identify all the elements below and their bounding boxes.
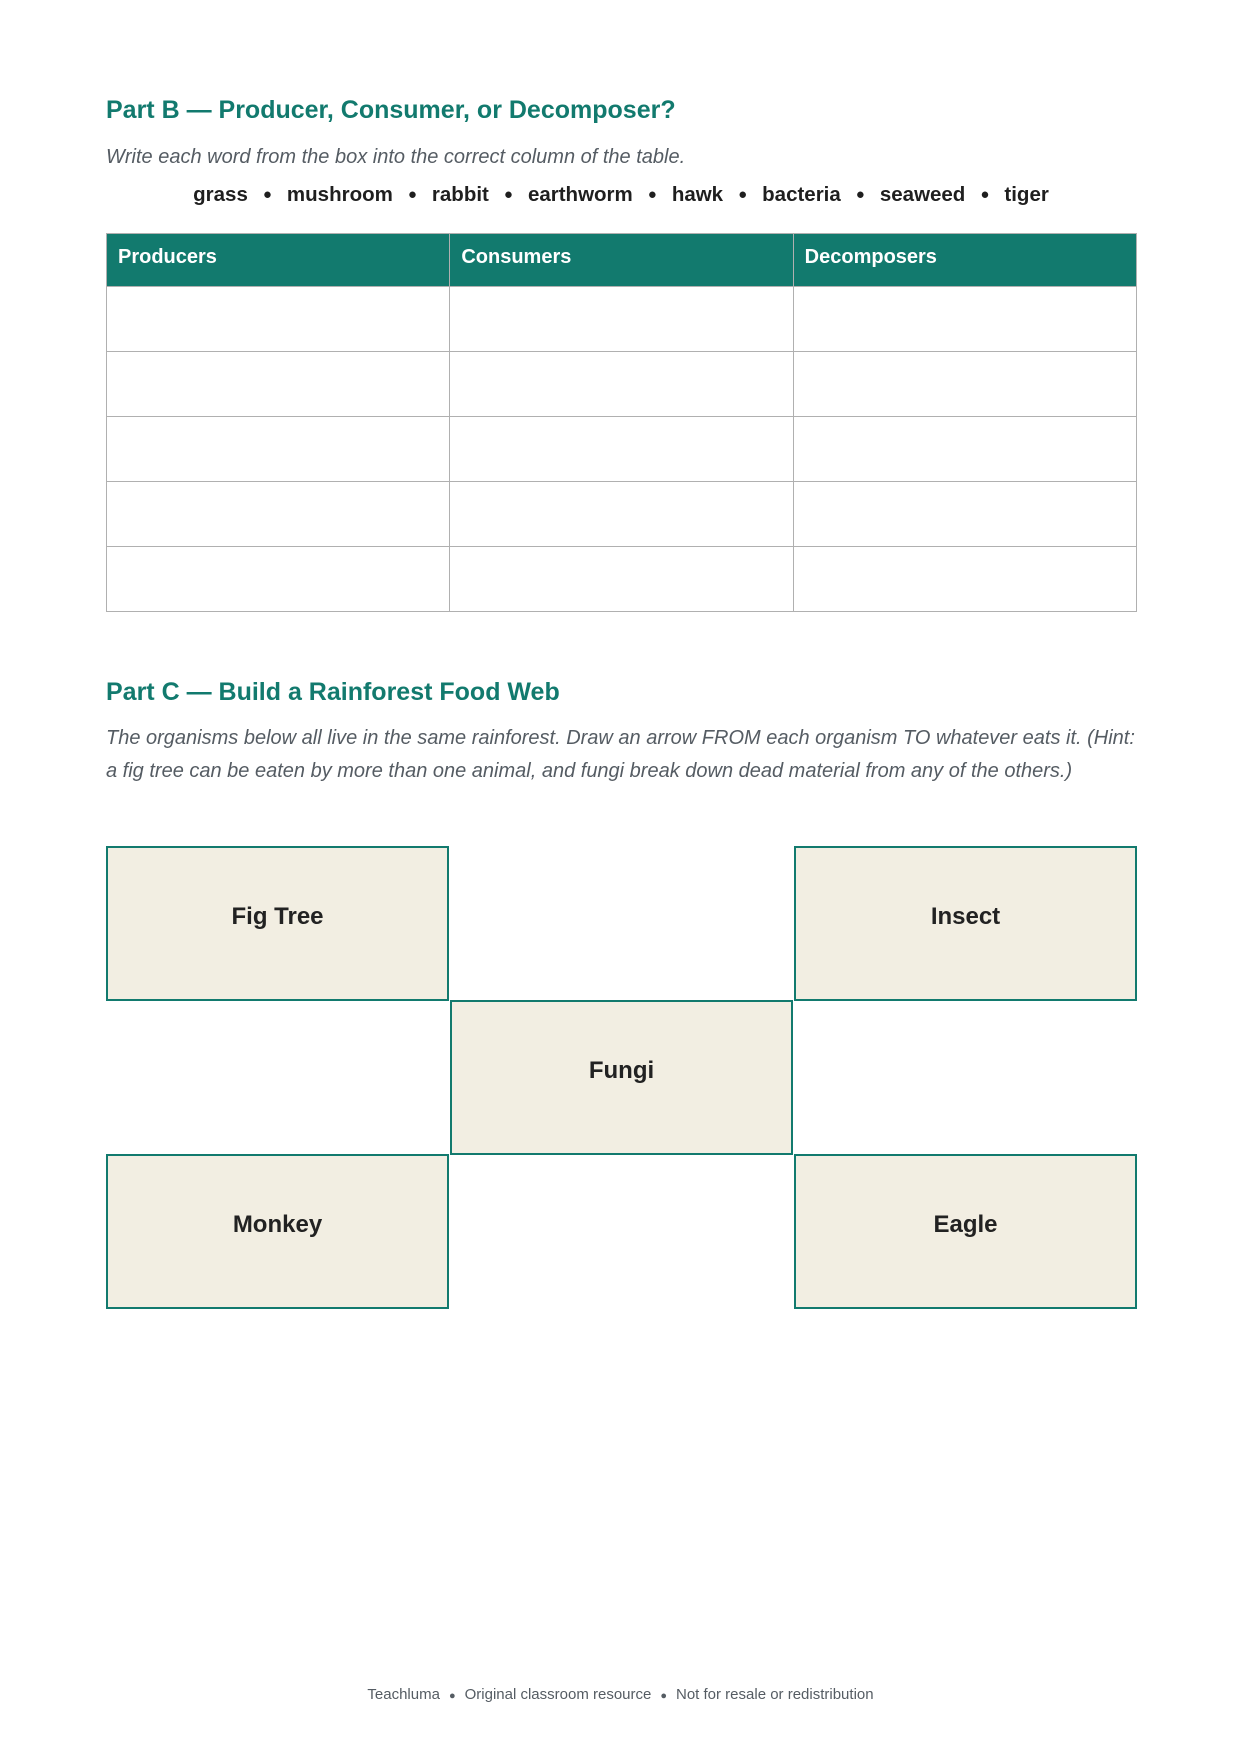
word-bank-item: tiger	[1004, 183, 1049, 206]
answer-cell[interactable]	[107, 547, 450, 612]
word-bank-item: rabbit	[431, 183, 489, 206]
answer-cell[interactable]	[107, 287, 450, 352]
word-bank-item: mushroom	[286, 183, 393, 206]
organism-label: Fig Tree	[231, 902, 324, 930]
bullet-separator: ●	[647, 185, 657, 203]
bullet-separator: ●	[980, 185, 990, 203]
answer-cell[interactable]	[450, 547, 793, 612]
organism-box-fig-tree[interactable]	[106, 846, 449, 1001]
classification-table	[106, 233, 1137, 612]
part-b-instruction: Write each word from the box into the correct column of the table.	[106, 146, 686, 168]
answer-cell[interactable]	[450, 417, 793, 482]
table-row	[107, 417, 1137, 482]
organism-box-insect[interactable]	[794, 846, 1137, 1001]
part-c-instruction: The organisms below all live in the same rainforest. Draw an arrow FROM each organism TO whatever eats it. (Hint: a fig tree can be eaten by more than one animal, and fungi break down dead material from any of the others.)	[106, 727, 1135, 782]
organism-box-eagle[interactable]	[794, 1154, 1137, 1309]
footer-brand: Teachluma	[367, 1686, 440, 1703]
answer-cell[interactable]	[107, 352, 450, 417]
organism-label: Eagle	[933, 1210, 998, 1238]
page-footer	[0, 1686, 1241, 1703]
part-b-heading: Part B — Producer, Consumer, or Decomposer?	[106, 96, 676, 124]
table-row	[107, 287, 1137, 352]
table-row	[107, 547, 1137, 612]
header-consumers: Consumers	[450, 234, 793, 287]
bullet-separator: ●	[262, 185, 272, 203]
organism-label: Fungi	[588, 1056, 655, 1084]
answer-cell[interactable]	[107, 482, 450, 547]
bullet-separator: ●	[407, 185, 417, 203]
footer-note: Original classroom resource	[464, 1686, 652, 1703]
bullet-separator: ●	[503, 185, 513, 203]
bullet-separator: ●	[448, 1690, 456, 1702]
answer-cell[interactable]	[450, 352, 793, 417]
bullet-separator: ●	[855, 185, 865, 203]
header-producers: Producers	[107, 234, 450, 287]
organism-box-fungi[interactable]	[450, 1000, 793, 1155]
answer-cell[interactable]	[793, 482, 1136, 547]
word-bank-item: grass	[193, 183, 248, 206]
word-bank-item: hawk	[671, 183, 724, 206]
word-bank-item: bacteria	[762, 183, 841, 206]
organism-box-monkey[interactable]	[106, 1154, 449, 1309]
answer-cell[interactable]	[793, 352, 1136, 417]
word-bank-item: earthworm	[527, 183, 633, 206]
table-row	[107, 482, 1137, 547]
word-bank	[106, 183, 1136, 207]
organism-label: Insect	[930, 902, 1001, 930]
answer-cell[interactable]	[793, 547, 1136, 612]
bullet-separator: ●	[660, 1690, 667, 1702]
header-decomposers: Decomposers	[793, 234, 1136, 287]
word-bank-item: seaweed	[879, 183, 966, 206]
answer-cell[interactable]	[450, 482, 793, 547]
footer-note: Not for resale or redistribution	[676, 1686, 874, 1703]
table-header-row	[107, 234, 1137, 287]
answer-cell[interactable]	[793, 417, 1136, 482]
bullet-separator: ●	[738, 185, 748, 203]
organism-label: Monkey	[232, 1210, 323, 1238]
table-row	[107, 352, 1137, 417]
part-c-heading: Part C — Build a Rainforest Food Web	[106, 678, 560, 706]
answer-cell[interactable]	[107, 417, 450, 482]
answer-cell[interactable]	[793, 287, 1136, 352]
answer-cell[interactable]	[450, 287, 793, 352]
